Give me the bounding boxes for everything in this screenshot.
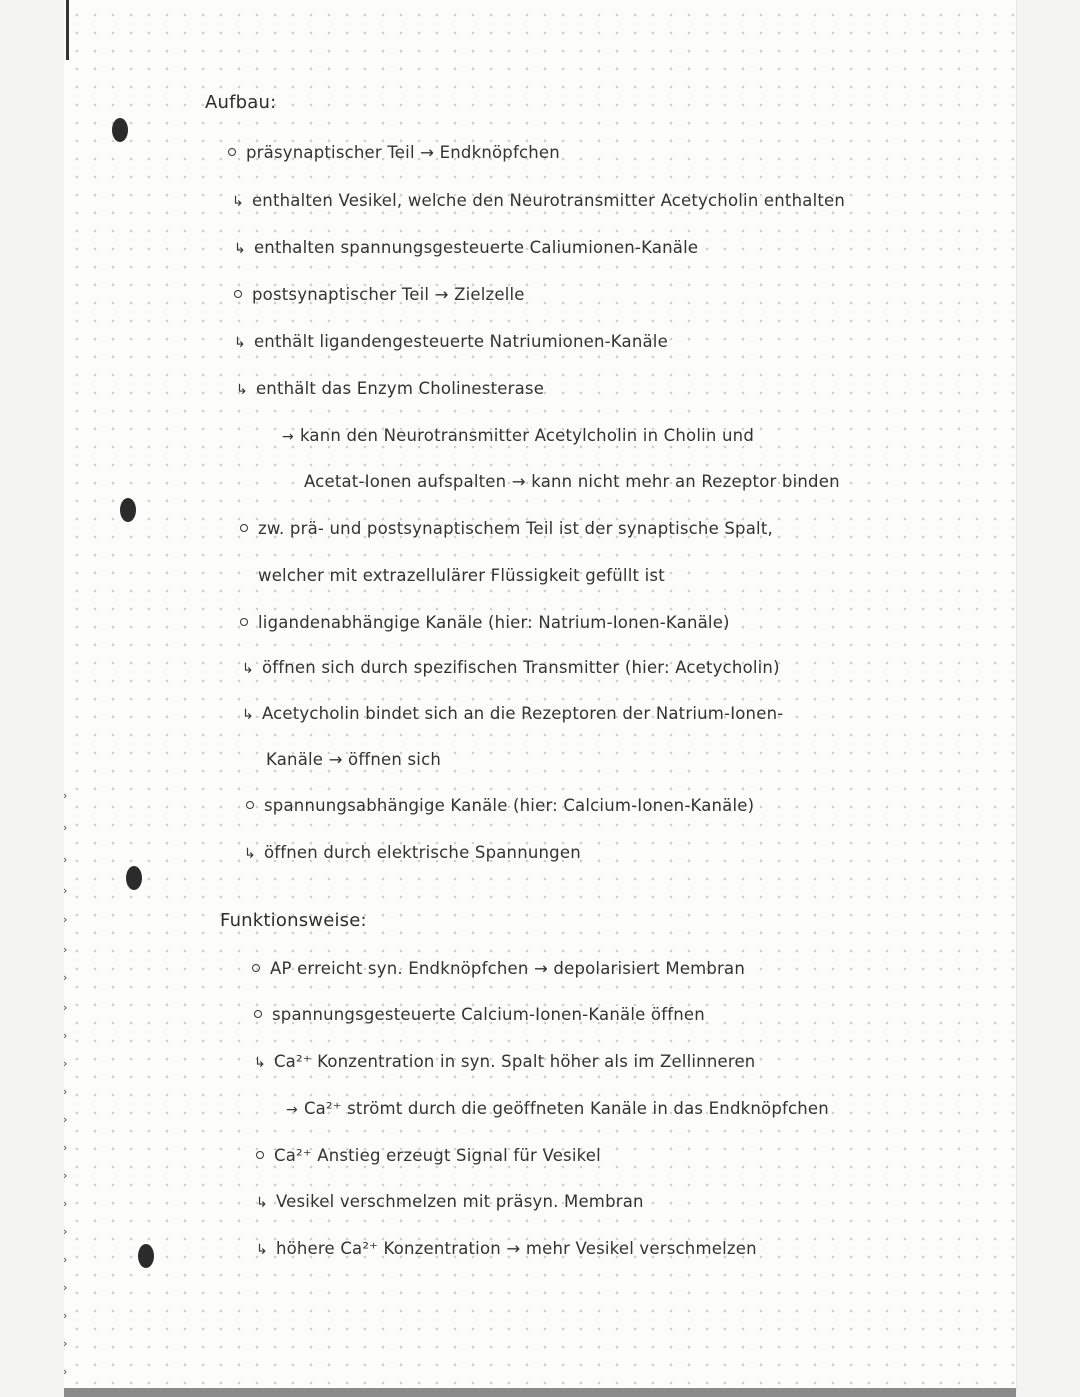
bullet-circle-icon (240, 524, 248, 532)
sub-line: ↳ Vesikel verschmelzen mit präsyn. Membran (256, 1192, 644, 1211)
bullet-circle-icon (252, 964, 260, 972)
hook-arrow-icon: ↳ (254, 1055, 266, 1071)
ring-tick: › (63, 1197, 68, 1210)
ring-tick: › (63, 821, 68, 834)
bullet-line: spannungsabhängige Kanäle (hier: Calcium-Ionen-Kanäle) (246, 796, 754, 815)
hook-arrow-icon: ↳ (244, 846, 256, 862)
ring-tick: › (63, 1001, 68, 1014)
ring-tick: › (63, 1085, 68, 1098)
bullet-line: präsynaptischer Teil → Endknöpfchen (228, 143, 560, 162)
hook-arrow-icon: ↳ (232, 194, 244, 210)
ring-tick: › (63, 1113, 68, 1126)
bullet-circle-icon (256, 1151, 264, 1159)
ring-tick: › (63, 1225, 68, 1238)
punch-hole (126, 866, 142, 890)
sub-line: ↳ öffnen durch elektrische Spannungen (244, 843, 581, 862)
bullet-line: AP erreicht syn. Endknöpfchen → depolarisiert Membran (252, 959, 745, 978)
bullet-line: spannungsgesteuerte Calcium-Ionen-Kanäle öffnen (254, 1005, 705, 1024)
hook-arrow-icon: ↳ (242, 661, 254, 677)
punch-hole (138, 1244, 154, 1268)
sub-line: ↳ öffnen sich durch spezifischen Transmitter (hier: Acetycholin) (242, 658, 780, 677)
bullet-line: postsynaptischer Teil → Zielzelle (234, 285, 525, 304)
heading-funktionsweise: Funktionsweise: (220, 910, 367, 931)
continuation-line: welcher mit extrazellulärer Flüssigkeit gefüllt ist (258, 566, 665, 585)
ring-tick: › (63, 1169, 68, 1182)
sub-line: ↳ enthält ligandengesteuerte Natriumionen-Kanäle (234, 332, 668, 351)
ring-tick: › (63, 1281, 68, 1294)
hook-arrow-icon: ↳ (256, 1242, 268, 1258)
bullet-line: Ca²⁺ Anstieg erzeugt Signal für Vesikel (256, 1146, 601, 1165)
bullet-circle-icon (240, 618, 248, 626)
ring-tick: › (63, 1029, 68, 1042)
sub-line: ↳ Ca²⁺ Konzentration in syn. Spalt höher als im Zellinneren (254, 1052, 756, 1071)
ring-tick: › (63, 884, 68, 897)
hook-arrow-icon: ↳ (236, 382, 248, 398)
heading-aufbau: Aufbau: (205, 92, 277, 113)
hook-arrow-icon: ↳ (256, 1195, 268, 1211)
ring-tick: › (63, 943, 68, 956)
bullet-circle-icon (254, 1010, 262, 1018)
binder-edge (66, 0, 69, 60)
hook-arrow-icon: ↳ (234, 241, 246, 257)
right-arrow-icon: → (286, 1102, 298, 1118)
ring-tick: › (63, 1365, 68, 1378)
detail-line: → kann den Neurotransmitter Acetylcholin in Cholin und (282, 426, 755, 445)
continuation-line: Kanäle → öffnen sich (266, 750, 441, 769)
ring-tick: › (63, 1057, 68, 1070)
bullet-line: zw. prä- und postsynaptischem Teil ist der synaptische Spalt, (240, 519, 773, 538)
ring-tick: › (63, 1337, 68, 1350)
ring-tick: › (63, 1253, 68, 1266)
sub-line: ↳ höhere Ca²⁺ Konzentration → mehr Vesikel verschmelzen (256, 1239, 757, 1258)
punch-hole (112, 118, 128, 142)
sub-line: ↳ Acetycholin bindet sich an die Rezeptoren der Natrium-Ionen- (242, 704, 784, 723)
sub-line: ↳ enthält das Enzym Cholinesterase (236, 379, 545, 398)
ring-tick: › (63, 1309, 68, 1322)
punch-hole (120, 498, 136, 522)
continuation-line: Acetat-Ionen aufspalten → kann nicht mehr an Rezeptor binden (304, 472, 840, 491)
ring-tick: › (63, 789, 68, 802)
detail-line: → Ca²⁺ strömt durch die geöffneten Kanäle in das Endknöpfchen (286, 1099, 829, 1118)
bullet-line: ligandenabhängige Kanäle (hier: Natrium-Ionen-Kanäle) (240, 613, 730, 632)
ring-tick: › (63, 1141, 68, 1154)
hook-arrow-icon: ↳ (234, 335, 246, 351)
bullet-circle-icon (234, 290, 242, 298)
sub-line: ↳ enthalten spannungsgesteuerte Caliumionen-Kanäle (234, 238, 699, 257)
hook-arrow-icon: ↳ (242, 707, 254, 723)
ring-tick: › (63, 913, 68, 926)
bullet-circle-icon (246, 801, 254, 809)
ring-tick: › (63, 971, 68, 984)
ring-tick: › (63, 853, 68, 866)
right-arrow-icon: → (282, 429, 294, 445)
sub-line: ↳ enthalten Vesikel, welche den Neurotransmitter Acetycholin enthalten (232, 191, 846, 210)
bullet-circle-icon (228, 148, 236, 156)
page-bottom-edge (64, 1388, 1016, 1397)
